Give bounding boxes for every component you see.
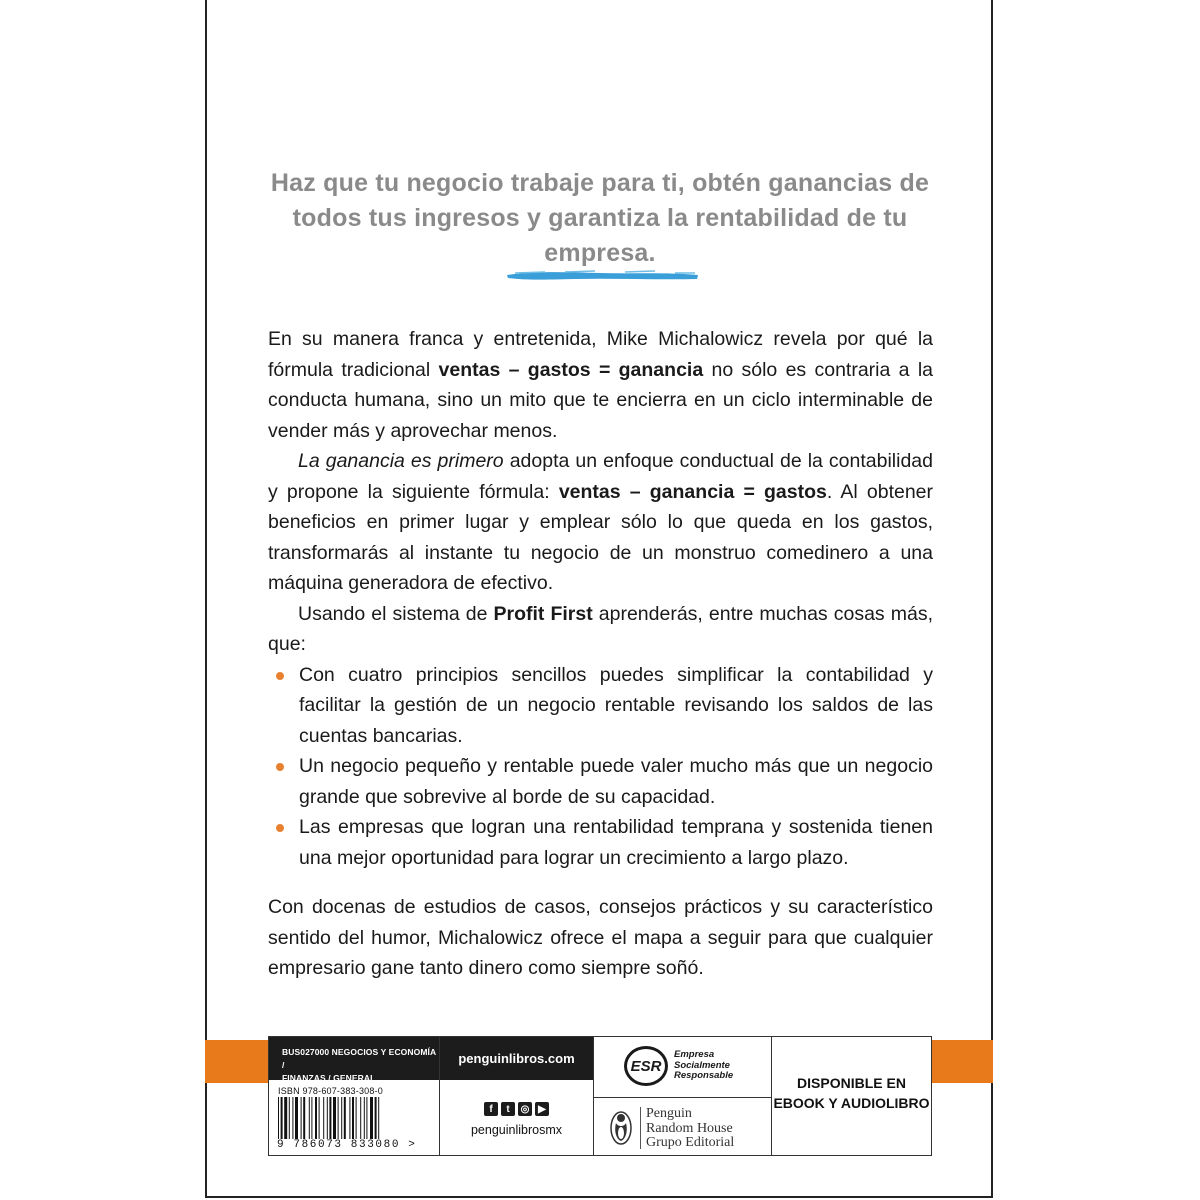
bullet-text: Las empresas que logran una rentabilidad temprana y sostenida tienen una mejor oportunidad para lograr un crecimiento a largo plazo.	[299, 816, 933, 869]
social-icons	[440, 1102, 593, 1116]
bullet-dot-icon	[276, 672, 284, 680]
esr-text	[674, 1050, 733, 1082]
barcode-bar	[295, 1097, 298, 1139]
publisher-column	[594, 1037, 772, 1155]
headline-line-2: todos tus ingresos y garantiza la rentabilidad de tu empresa.	[292, 204, 908, 267]
availability-column	[772, 1037, 931, 1155]
availability-text	[772, 1073, 931, 1113]
barcode-bar	[333, 1097, 336, 1139]
esr-line-3: Responsable	[674, 1070, 734, 1081]
barcode-column	[269, 1037, 440, 1155]
p2-formula: ventas – ganancia = gastos	[558, 480, 827, 503]
list-item	[268, 660, 933, 752]
barcode-bar	[349, 1097, 350, 1139]
barcode-bar	[366, 1097, 367, 1139]
barcode-bar	[284, 1097, 287, 1139]
barcode-bar	[289, 1097, 290, 1139]
facebook-icon: f	[484, 1102, 498, 1116]
barcode-bar	[323, 1097, 324, 1139]
penguin-logo-icon	[610, 1109, 632, 1145]
barcode-number: 9 786073 833080 >	[277, 1139, 417, 1151]
availability-line-2: EBOOK Y AUDIOLIBRO	[773, 1095, 930, 1111]
headline-line-1: Haz que tu negocio trabaje para ti, obtén ganancias de	[270, 169, 930, 197]
barcode-bar	[309, 1097, 310, 1139]
esr-logo	[594, 1037, 771, 1098]
list-item	[268, 751, 933, 812]
paragraph-2	[268, 446, 933, 599]
barcode-bar	[303, 1097, 305, 1139]
youtube-icon: ▶	[535, 1102, 549, 1116]
barcode-bar	[344, 1097, 346, 1139]
bullet-text: Un negocio pequeño y rentable puede valer mucho más que un negocio grande que sobrevive al borde de su capacidad.	[299, 755, 933, 808]
isbn-text: ISBN 978-607-383-308-0	[278, 1086, 383, 1096]
barcode-bar	[338, 1097, 339, 1139]
p1-text-b: no sólo es contraria a la conducta humana, sino un mito que te encierra en un ciclo interminable de vender más y aprovechar menos.	[268, 358, 933, 442]
publisher-line-1: Penguin	[646, 1106, 692, 1121]
barcode-bar	[327, 1097, 328, 1139]
barcode-bar	[375, 1097, 377, 1139]
publisher-line-3: Grupo Editorial	[646, 1135, 735, 1150]
twitter-icon: t	[501, 1102, 515, 1116]
esr-badge: ESR	[624, 1046, 668, 1086]
barcode-bar	[341, 1097, 342, 1139]
headline	[250, 166, 950, 271]
p2-text-b: . Al obtener beneficios en primer lugar y emplear sólo lo que queda en los gastos, transformarás al instante tu negocio de un monstruo comedinero a una máquina generadora de efectivo.	[268, 480, 934, 594]
esr-line-1: Empresa	[674, 1049, 715, 1060]
barcode-bar	[352, 1097, 354, 1139]
barcode-bar	[370, 1097, 373, 1139]
category-line-2: FINANZAS / GENERAL	[282, 1073, 376, 1083]
bullet-dot-icon	[276, 824, 284, 832]
barcode-bar	[329, 1097, 331, 1139]
publisher-line-2: Random House	[646, 1120, 733, 1136]
web-column	[440, 1037, 594, 1155]
bullet-list	[268, 660, 933, 874]
p3-system-name: Profit First	[493, 602, 593, 625]
p1-text-a: En su manera franca y entretenida, Mike Michalowicz revela por qué la fórmula tradicional	[268, 328, 933, 381]
bullet-dot-icon	[276, 763, 284, 771]
availability-line-1: DISPONIBLE EN	[797, 1075, 906, 1091]
barcode-bar	[315, 1097, 317, 1139]
paragraph-1	[268, 324, 933, 446]
footer-info-box	[268, 1036, 932, 1156]
publisher-name	[646, 1107, 734, 1151]
barcode-bar	[364, 1097, 365, 1139]
paragraph-3	[268, 599, 933, 660]
publisher-divider	[640, 1107, 641, 1149]
website-label: penguinlibros.com	[440, 1037, 593, 1080]
barcode-bar	[360, 1097, 361, 1139]
barcode-bar	[311, 1097, 312, 1139]
p3-text-b: aprenderás, entre muchas cosas más, que:	[268, 602, 933, 655]
barcode-bar	[281, 1097, 283, 1139]
p2-book-title: La ganancia es primero	[298, 450, 504, 472]
barcode-bar	[356, 1097, 357, 1139]
bullet-text: Con cuatro principios sencillos puedes simplificar la contabilidad y facilitar la gestión de un negocio rentable revisando los saldos de las cuentas bancarias.	[299, 663, 933, 747]
social-handle: penguinlibrosmx	[470, 1123, 563, 1137]
barcode-bar	[301, 1097, 302, 1139]
main-description	[268, 324, 933, 873]
list-item	[268, 812, 933, 873]
p1-formula: ventas – gastos = ganancia	[438, 358, 704, 381]
category-line-1: BUS027000 NEGOCIOS Y ECONOMÍA /	[282, 1047, 436, 1070]
p3-text-a: Usando el sistema de	[298, 602, 494, 625]
barcode-bar	[278, 1097, 279, 1139]
blue-brush-stroke	[505, 268, 700, 282]
instagram-icon: ◎	[518, 1102, 532, 1116]
barcode-bar	[292, 1097, 293, 1139]
esr-line-2: Socialmente	[674, 1059, 730, 1071]
barcode-icon	[276, 1097, 431, 1139]
closing-text: Con docenas de estudios de casos, consejos prácticos y su característico sentido del humor, Michalowicz ofrece el mapa a seguir para que cualquier empresario gane tanto dinero como siempre soñó.	[268, 896, 933, 979]
barcode-bar	[378, 1097, 379, 1139]
closing-paragraph	[268, 892, 933, 984]
category-label	[269, 1037, 439, 1083]
p2-text-a: adopta un enfoque conductual de la contabilidad y propone la siguiente fórmula:	[268, 450, 933, 503]
barcode-bar	[319, 1097, 320, 1139]
